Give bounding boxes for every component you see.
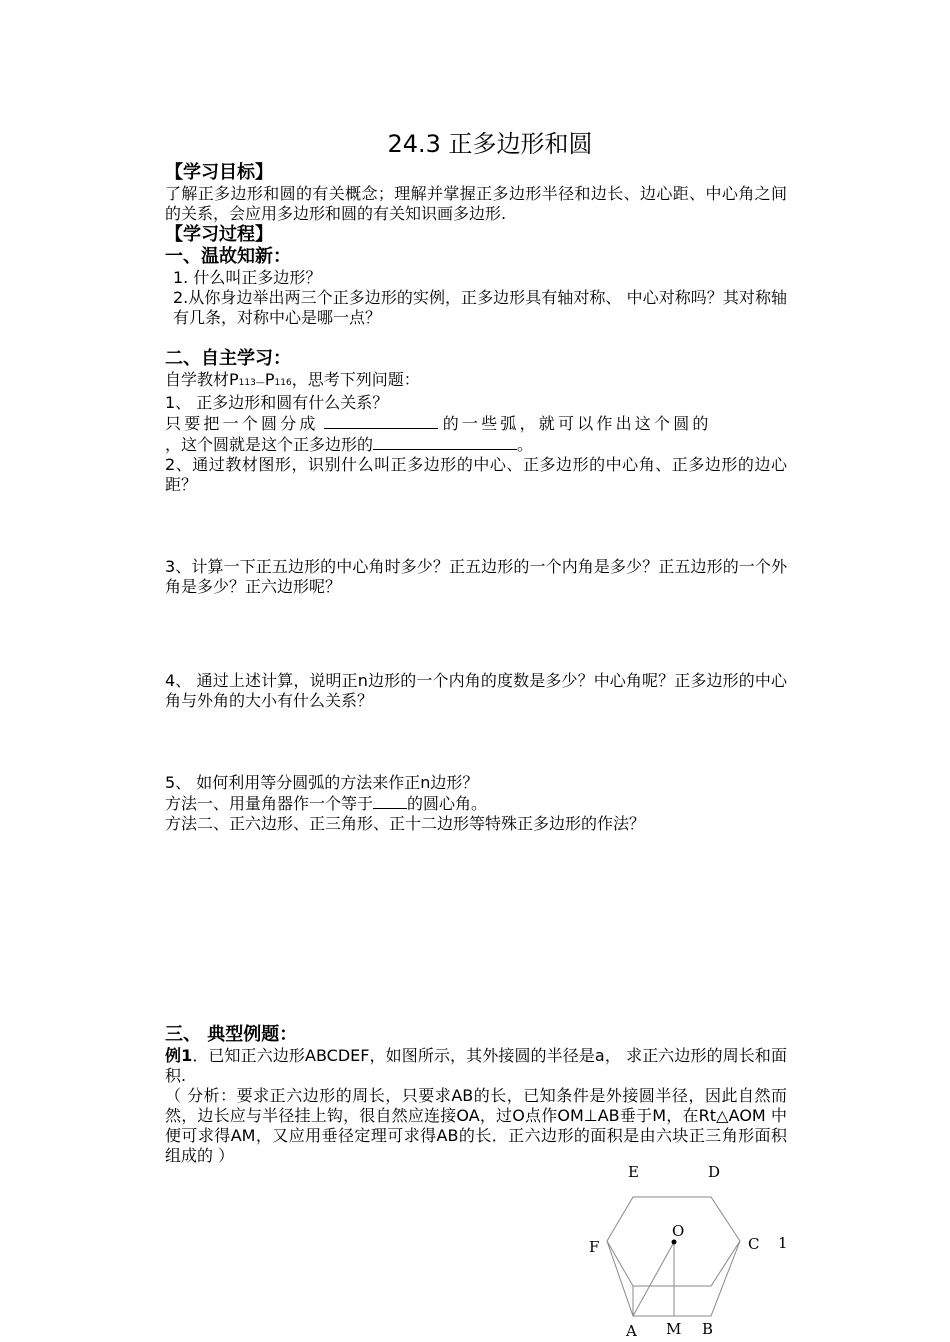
fill-blank-circle[interactable] bbox=[373, 434, 517, 450]
review-heading: 一、温故知新： bbox=[165, 246, 291, 267]
objectives-heading: 【学习目标】 bbox=[165, 162, 273, 183]
label-B: B bbox=[702, 1320, 714, 1338]
process-heading: 【学习过程】 bbox=[165, 224, 273, 245]
method-2: 方法二、正六边形、正三角形、正十二边形等特殊正多边形的作法？ bbox=[165, 814, 646, 833]
review-question-1: 1. 什么叫正多边形？ bbox=[173, 268, 322, 287]
segment-OA bbox=[633, 1242, 674, 1316]
self-study-question-1-fill: 只要把一个圆分成 的一些弧，就可以作出这个圆的 ，这个圆就是这个正多边形的 。 bbox=[165, 414, 712, 454]
page-title: 24.3 正多边形和圆 bbox=[387, 130, 593, 158]
self-study-question-3: 3、计算一下正五边形的中心角时多少？正五边形的一个内角是多少？正五边形的一个外角是多少？正六边形呢？ bbox=[165, 557, 787, 596]
fill-blank-angle[interactable] bbox=[373, 793, 407, 809]
self-study-question-1: 1、 正多边形和圆有什么关系？ bbox=[165, 393, 389, 412]
self-study-question-5: 5、 如何利用等分圆弧的方法来作正n边形？ bbox=[165, 773, 479, 792]
worksheet-content bbox=[165, 128, 787, 1166]
method-1: 方法一、用量角器作一个等于 的圆心角。 bbox=[165, 794, 488, 813]
center-point-O bbox=[672, 1240, 677, 1245]
label-C: C bbox=[748, 1235, 760, 1253]
example-1: 例1．已知正六边形ABCDEF，如图所示，其外接圆的半径是a， 求正六边形的周长和面积. bbox=[165, 1046, 787, 1085]
self-study-heading: 二、自主学习： bbox=[165, 348, 291, 369]
self-study-question-2: 2、通过教材图形，识别什么叫正多边形的中心、正多边形的中心角、正多边形的边心距？ bbox=[165, 455, 787, 494]
label-F: F bbox=[589, 1238, 600, 1256]
example-1-analysis: （ 分析：要求正六边形的周长，只要求AB的长，已知条件是外接圆半径，因此自然而然，边长应与半径挂上钩，很自然应连接OA，过O点作OM⊥AB垂于M，在Rt△AOM 中便可求得AM，又应用垂径定理可求得AB的长．正六边形的面积是由六块正三角形面积组成的 ） bbox=[165, 1086, 787, 1165]
self-study-intro: 自学教材P113—P116，思考下列问题： bbox=[165, 370, 420, 389]
review-question-2: 2.从你身边举出两三个正多边形的实例，正多边形具有轴对称、 中心对称吗？其对称轴有几条，对称中心是哪一点？ bbox=[173, 288, 787, 327]
fill-blank-arcs[interactable] bbox=[324, 413, 438, 429]
page-number: 1 bbox=[778, 1234, 788, 1252]
label-E: E bbox=[628, 1163, 639, 1181]
objectives-text: 了解正多边形和圆的有关概念；理解并掌握正多边形半径和边长、边心距、中心角之间的关系，会应用多边形和圆的有关知识画多边形. bbox=[165, 184, 787, 223]
hexagon-figure bbox=[580, 1156, 780, 1342]
label-M: M bbox=[666, 1320, 682, 1338]
label-A: A bbox=[626, 1322, 637, 1340]
self-study-question-4: 4、 通过上述计算，说明正n边形的一个内角的度数是多少？中心角呢？正多边形的中心角与外角的大小有什么关系？ bbox=[165, 671, 787, 710]
examples-heading: 三、 典型例题： bbox=[165, 1024, 298, 1045]
label-D: D bbox=[708, 1163, 721, 1181]
label-O: O bbox=[672, 1222, 685, 1240]
